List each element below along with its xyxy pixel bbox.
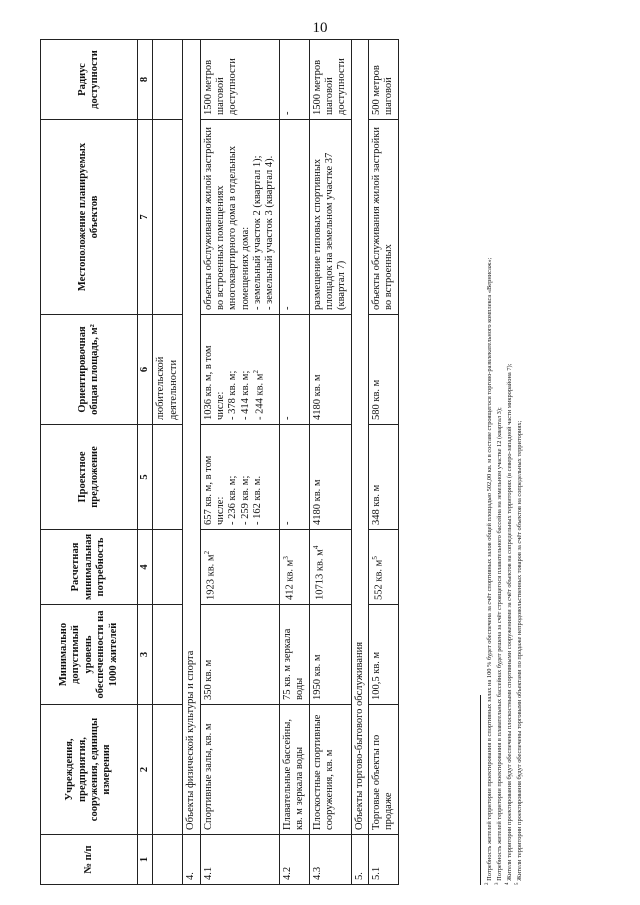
section-number: 5. <box>351 835 368 885</box>
table-row <box>309 40 351 885</box>
table-cell: 5.1 <box>369 835 399 885</box>
footnote-text: Жители территории проектирования будут обеспечены плоскостными спортивными сооружениями за счёт объектов на сопредельных территориях (в северо-западной части микрорайона 7); <box>506 363 514 883</box>
carry-over-row <box>153 40 183 885</box>
section-row <box>183 40 200 885</box>
table-cell: 100,5 кв. м <box>369 605 399 705</box>
footnote-number: 4 <box>505 882 511 885</box>
footnote-divider <box>480 695 481 885</box>
table-row <box>279 40 309 885</box>
column-number: 7 <box>138 120 153 315</box>
table-cell <box>153 835 183 885</box>
table-cell: - <box>279 315 309 425</box>
table-cell: любительской деятельности <box>153 315 183 425</box>
table-cell: 348 кв. м <box>369 425 399 530</box>
section-title: Объекты физической культуры и спорта <box>183 40 200 835</box>
footnote-text: Потребность жителей территории проектирования в плавательных бассейнах будет решена за счёт строящегося плавательного бассейна на земельном участке 12 (квартал 3); <box>496 407 504 883</box>
header-cell: Учреждения, предприятия, сооружения, единицы измерения <box>41 705 138 835</box>
table-cell: Торговые объекты по продаже <box>369 705 399 835</box>
section-number: 4. <box>183 835 200 885</box>
table-cell: объекты обслуживания жилой застройки во встроенных <box>369 120 399 315</box>
header-cell: Местоположение планируемых объектов <box>41 120 138 315</box>
table-cell: 500 метров шаговой <box>369 40 399 120</box>
column-number: 3 <box>138 605 153 705</box>
table-cell: 4180 кв. м <box>309 425 351 530</box>
footnote <box>505 40 514 885</box>
footnote-list <box>485 40 525 885</box>
footnote-marker: 2 <box>252 370 260 374</box>
footnote-number: 3 <box>495 882 501 885</box>
table-body <box>153 40 398 885</box>
table-row <box>200 40 279 885</box>
table-cell: 10713 кв. $м^4$ <box>309 530 351 605</box>
header-cell: Ориентировочная общая площадь, м² <box>41 315 138 425</box>
table-cell: - <box>279 425 309 530</box>
page-number: 10 <box>312 20 328 36</box>
footnote-marker: 2 <box>202 550 211 555</box>
header-cell: Радиус доступности <box>41 40 138 120</box>
column-number-row <box>138 40 153 885</box>
table-cell: 1036 кв. м, в том числе: - 378 кв. м; - 414 кв. м; - 244 кв. $м^2$ <box>200 315 279 425</box>
table-cell <box>153 605 183 705</box>
table-cell: - <box>279 120 309 315</box>
table-row <box>369 40 399 885</box>
footnote-number: 2 <box>485 882 490 885</box>
footnote <box>515 40 524 885</box>
footnote <box>485 40 494 885</box>
table-cell: 1500 метров шаговой доступности <box>200 40 279 120</box>
column-number: 8 <box>138 40 153 120</box>
column-number: 2 <box>138 705 153 835</box>
footnote-text: Потребность жителей территории проектирования в спортивных залах на 100 % будет обеспечена за счёт спортивных залов общей площадью 502,00 кв. м в составе строящегося торгово-развлекательного комплекса «Вернисаж»; <box>486 257 494 883</box>
table-cell: 657 кв. м, в том числе: - 236 кв. м; - 259 кв. м; - 162 кв. м. <box>200 425 279 530</box>
footnote-number: 5 <box>515 882 521 885</box>
table-cell: размещение типовых спортивных площадок на земельном участке 37 (квартал 7) <box>309 120 351 315</box>
table-cell: 75 кв. м зеркала воды <box>279 605 309 705</box>
column-number: 1 <box>138 835 153 885</box>
header-cell: Минимально допустимый уровень обеспеченности на 1000 жителей <box>41 605 138 705</box>
table-cell: 4.3 <box>309 835 351 885</box>
header-cell: № п/п <box>41 835 138 885</box>
footnote-marker: 4 <box>311 545 320 550</box>
header-cell: Расчетная минимальная потребность <box>41 530 138 605</box>
footnote-text: Жители территории проектирования будут обеспечены торговыми объектами по продаже непродовольственных товаров за счёт объектов на сопредельных территориях; <box>516 420 524 883</box>
table-cell: Плавательные бассейны, кв. м зеркала воды <box>279 705 309 835</box>
table-cell: 4.2 <box>279 835 309 885</box>
footnote-marker: 3 <box>281 556 290 560</box>
column-number: 5 <box>138 425 153 530</box>
header-cell: Проектное предложение <box>41 425 138 530</box>
table-cell: 4.1 <box>200 835 279 885</box>
table-cell: Плоскостные спортивные сооружения, кв. м <box>309 705 351 835</box>
table-cell <box>153 530 183 605</box>
table-cell: Спортивные залы, кв. м <box>200 705 279 835</box>
table-cell: объекты обслуживания жилой застройки во встроенных помещениях многоквартирного дома в отдельных помещениях дома: - земельный участок 2 (квартал 1); - земельный участок 3 (квартал 4). <box>200 120 279 315</box>
table-cell <box>153 40 183 120</box>
table-cell: 1923 кв. $м^2$ <box>200 530 279 605</box>
table-cell <box>153 425 183 530</box>
table-cell <box>153 120 183 315</box>
section-title: Объекты торгово-бытового обслуживания <box>351 40 368 835</box>
footnote-marker: 5 <box>371 556 379 560</box>
footnote <box>495 40 504 885</box>
column-number: 4 <box>138 530 153 605</box>
table-cell: - <box>279 40 309 120</box>
section-row <box>351 40 368 885</box>
planning-table <box>40 39 399 885</box>
table-cell: 1500 метров шаговой доступности <box>309 40 351 120</box>
column-number: 6 <box>138 315 153 425</box>
table-cell: 412 кв. $м^3$ <box>279 530 309 605</box>
table-cell: 350 кв. м <box>200 605 279 705</box>
table-cell: 4180 кв. м <box>309 315 351 425</box>
table-cell <box>153 705 183 835</box>
rotated-table-page <box>40 40 600 885</box>
table-cell: 1950 кв. м <box>309 605 351 705</box>
footnotes <box>480 40 526 885</box>
header-row <box>41 40 138 885</box>
table-cell: 552 кв. $м^5$ <box>369 530 399 605</box>
table-cell: 580 кв. м <box>369 315 399 425</box>
